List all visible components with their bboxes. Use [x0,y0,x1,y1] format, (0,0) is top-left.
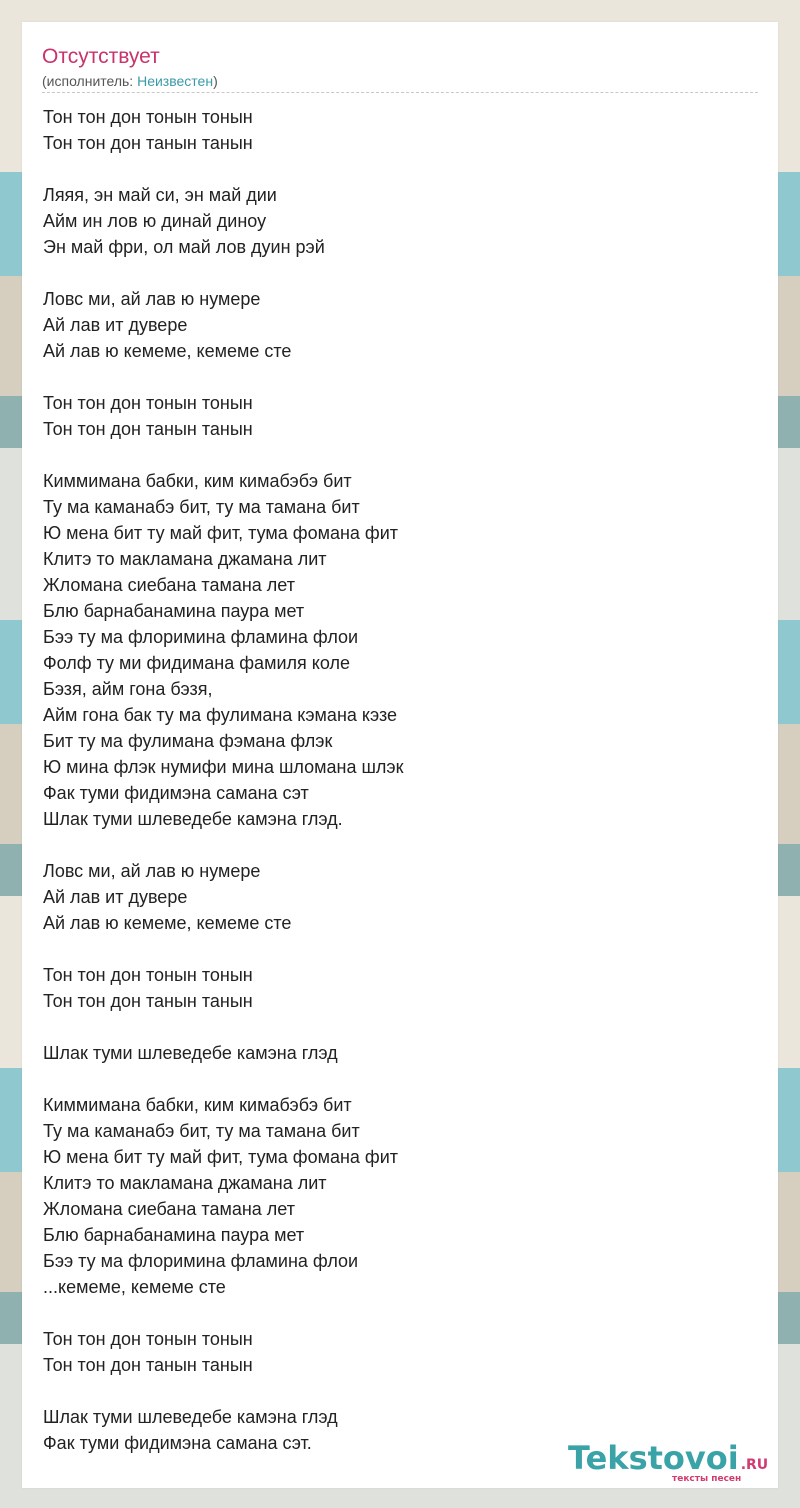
divider [42,92,758,93]
logo-tagline: тексты песен [672,1474,742,1484]
logo-brand: Tekstovoi [568,1439,739,1477]
artist-suffix: ) [213,73,218,89]
lyrics-card [22,22,778,1488]
song-title: Отсутствует [42,45,160,68]
artist-line [42,72,218,90]
artist-prefix: (исполнитель: [42,73,138,89]
lyrics-text: Тон тон дон тонын тонын Тон тон дон танын танын Ляяя, эн май си, эн май дии Айм ин лов ю динай диноу Эн май фри, ол май лов дуин рэй Ловс ми, ай лав ю нумере Ай лав ит дувере Ай лав ю кемеме, кемеме сте Тон тон дон тонын тонын Тон тон дон танын танын Киммимана бабки, ким кимабэбэ бит Ту ма каманабэ бит, ту ма тамана бит Ю мена бит ту май фит, тума фомана фит Клитэ то макламана джамана лит Жломана сиебана тамана лет Блю барнабанамина паура мет Бээ ту ма флоримина фламина флои Фолф ту ми фидимана фамиля коле Бэзя, айм гона бэзя, Айм гона бак ту ма фулимана кэмана кэзе Бит ту ма фулимана фэмана флэк Ю мина флэк нумифи мина шломана шлэк Фак туми фидимэна самана сэт Шлак туми шлеведебе камэна глэд. Ловс ми, ай лав ю нумере Ай лав ит дувере Ай лав ю кемеме, кемеме сте Тон тон дон тонын тонын Тон тон дон танын танын Шлак туми шлеведебе камэна глэд Киммимана бабки, ким кимабэбэ бит Ту ма каманабэ бит, ту ма тамана бит Ю мена бит ту май фит, тума фомана фит Клитэ то макламана джамана лит Жломана сиебана тамана лет Блю барнабанамина паура мет Бээ ту ма флоримина фламина флои ...кемеме, кемеме сте Тон тон дон тонын тонын Тон тон дон танын танын Шлак туми шлеведебе камэна глэд Фак туми фидимэна самана сэт. [43,107,404,1453]
site-logo[interactable] [568,1440,778,1486]
artist-link[interactable]: Неизвестен [137,73,214,89]
logo-tld: .RU [740,1457,769,1473]
